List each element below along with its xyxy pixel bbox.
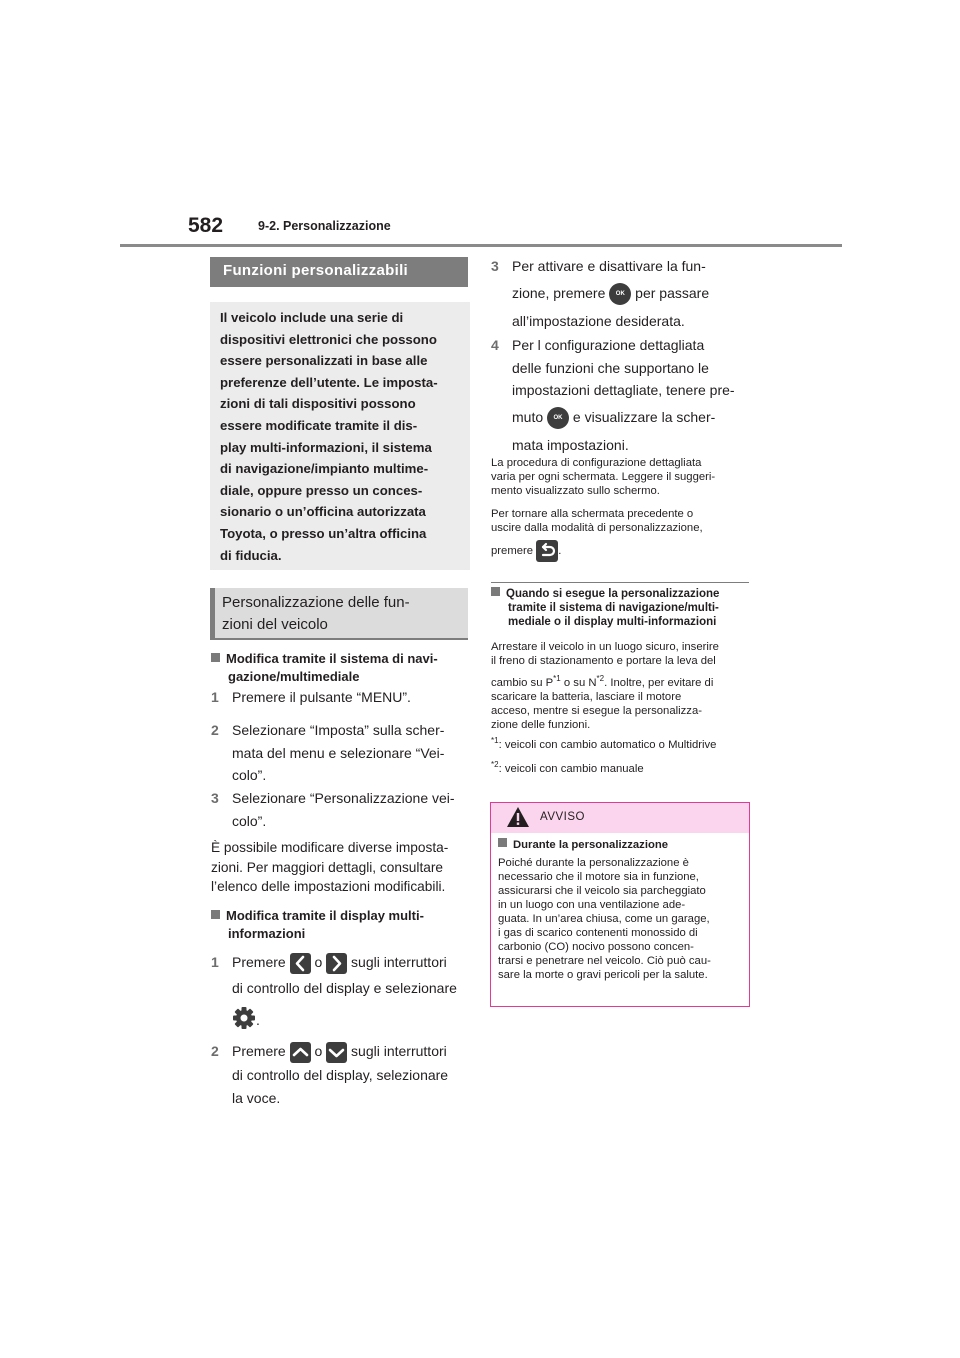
chevron-right-icon — [326, 953, 347, 974]
warning-box — [490, 802, 750, 1007]
step-text: . — [256, 1011, 260, 1028]
step-text: e visualizzare la scher- — [572, 408, 716, 425]
ok-button-icon: OK — [609, 283, 631, 305]
square-bullet-icon — [211, 910, 220, 919]
warning-title: AVVISO — [540, 811, 585, 823]
note-line: premere — [491, 544, 534, 557]
heading-line: zioni del veicolo — [222, 616, 328, 633]
intro-line: dispositivi elettronici che possono — [220, 331, 437, 347]
warning-line: sare la morte o gravi pericoli per la salute. — [498, 969, 708, 981]
step-text: sugli interruttori — [351, 1043, 447, 1059]
step-3-right — [491, 255, 756, 332]
paragraph-line: o su N — [560, 676, 597, 689]
note-line: Per tornare alla schermata precedente o — [491, 508, 694, 520]
footnote-mark: *2 — [491, 759, 499, 769]
step-text: zione, premere — [512, 284, 606, 301]
intro-line: Toyota, o presso un’altra officina — [220, 525, 427, 541]
step-number: 3 — [211, 790, 219, 806]
intro-line: di fiducia. — [220, 547, 282, 563]
paragraph-line: scaricare la batteria, lasciare il motore — [491, 690, 682, 703]
note-line: mento visualizzato sullo schermo. — [491, 485, 660, 497]
subheading-display — [211, 907, 471, 943]
footnote-mark: *1 — [491, 735, 499, 745]
subheading-text: tramite il sistema di navigazione/multi- — [508, 602, 719, 614]
step-text: mata impostazioni. — [512, 436, 629, 453]
subheading-text: Quando si esegue la personalizzazione — [506, 588, 720, 600]
display-step-2 — [211, 1040, 481, 1109]
step-text: Premere il pulsante “MENU”. — [232, 689, 411, 705]
warning-line: Poiché durante la personalizzazione è — [498, 857, 689, 869]
footnote-ref: *1 — [553, 674, 561, 683]
note-line: La procedura di configurazione dettagliata — [491, 457, 702, 469]
square-bullet-icon — [211, 653, 220, 662]
intro-line: play multi-informazioni, il sistema — [220, 439, 432, 455]
step-text: colo”. — [232, 767, 267, 783]
step-4-right — [491, 334, 756, 456]
warning-triangle-icon — [506, 806, 530, 833]
paragraph-line: zioni. Per maggiori dettagli, consultare — [211, 859, 444, 875]
warning-subheading: Durante la personalizzazione — [513, 839, 669, 851]
step-text: Per attivare e disattivare la fun- — [512, 258, 706, 274]
warning-line: guata. In un’area chiusa, come un garage, — [498, 913, 710, 925]
subheading-text: gazione/multimediale — [228, 669, 360, 684]
subheading-text: Modifica tramite il display multi- — [226, 908, 424, 923]
step-text: delle funzioni che supportano le — [512, 359, 709, 376]
heading-line: Personalizzazione delle fun- — [222, 594, 410, 611]
display-step-1 — [211, 951, 481, 1036]
subheading-quando — [491, 587, 756, 629]
intro-line: essere personalizzati in base alle — [220, 353, 428, 369]
warning-line: carbonio (CO) nocivo possono concen- — [498, 941, 694, 953]
step-text: per passare — [635, 284, 710, 301]
warning-header — [491, 803, 749, 833]
square-bullet-icon — [498, 838, 507, 847]
step-text: di controllo del display, selezionare — [232, 1067, 449, 1083]
chevron-up-icon — [290, 1042, 311, 1063]
header-rule — [120, 244, 842, 247]
step-text: all’impostazione desiderata. — [512, 312, 685, 329]
step-text: di controllo del display e selezionare — [232, 980, 457, 996]
subheading-navigazione — [211, 650, 471, 686]
intro-line: Il veicolo include una serie di — [220, 310, 404, 325]
page-number: 582 — [188, 214, 224, 237]
step-number: 2 — [211, 722, 219, 738]
step-number: 1 — [211, 689, 219, 705]
intro-box — [210, 302, 470, 570]
paragraph-line: zione delle funzioni. — [491, 718, 591, 731]
paragraph-line: il freno di stazionamento e portare la leva del — [491, 655, 716, 667]
step-text: Premere — [232, 1043, 286, 1059]
step-text: Selezionare “Personalizzazione vei- — [232, 790, 455, 806]
divider — [491, 582, 749, 583]
warning-line: in un luogo con una ventilazione ade- — [498, 899, 686, 911]
step-3 — [211, 787, 476, 832]
note-line: varia per ogni schermata. Leggere il suggeri- — [491, 471, 716, 483]
step-number: 3 — [491, 258, 499, 274]
square-bullet-icon — [491, 587, 500, 596]
warning-line: assicurarsi che il veicolo sia parcheggiato — [498, 885, 706, 897]
subheading-text: mediale o il display multi-informazioni — [508, 616, 717, 628]
heading-funzioni-personalizzabili: Funzioni personalizzabili — [210, 257, 468, 287]
note-line: uscire dalla modalità di personalizzazione, — [491, 522, 703, 534]
subheading-text: Modifica tramite il sistema di navi- — [226, 651, 438, 666]
ok-button-icon: OK — [547, 407, 569, 429]
chevron-down-icon — [326, 1042, 347, 1063]
intro-line: sionario o un’officina autorizzata — [220, 504, 426, 520]
warning-line: necessario che il motore sia in funzione, — [498, 871, 699, 883]
warning-body — [491, 833, 749, 982]
paragraph-line: l’elenco delle impostazioni modificabili. — [211, 879, 446, 894]
intro-line: di navigazione/impianto multime- — [220, 461, 429, 477]
subheading-text: informazioni — [228, 926, 306, 941]
back-arrow-icon — [536, 540, 558, 562]
intro-line: preferenze dell’utente. Le imposta- — [220, 374, 438, 390]
paragraph-line: acceso, mentre si esegue la personalizza- — [491, 704, 702, 717]
paragraph-line: Arrestare il veicolo in un luogo sicuro, inserire — [491, 641, 719, 653]
step-text: mata del menu e selezionare “Vei- — [232, 744, 445, 761]
footnote-text: : veicoli con cambio manuale — [498, 762, 644, 775]
paragraph-line: cambio su P — [491, 676, 554, 689]
step-text: Premere — [232, 954, 286, 970]
intro-line: zioni di tali dispositivi possono — [220, 396, 416, 412]
step-text: o — [314, 1043, 323, 1059]
paragraph-line: È possibile modificare diverse imposta- — [211, 840, 449, 855]
intro-line: diale, oppure presso un conces- — [220, 482, 423, 498]
footnote-text: : veicoli con cambio automatico o Multidrive — [498, 738, 717, 751]
step-text: o — [314, 954, 323, 970]
note-procedure — [491, 456, 756, 498]
warning-line: i gas di scarico contenenti monossido di — [498, 927, 698, 939]
footnote-ref: *2 — [596, 674, 605, 683]
step-text: muto — [512, 408, 544, 425]
paragraph-arrestare — [491, 640, 756, 775]
note-line: . — [558, 544, 562, 557]
paragraph-line: . Inoltre, per evitare di — [604, 676, 714, 689]
chevron-left-icon — [290, 953, 311, 974]
step-2 — [211, 719, 476, 787]
note-return — [491, 507, 756, 564]
heading-personalizzazione-funzioni — [210, 588, 468, 640]
step-text: Selezionare “Imposta” sulla scher- — [232, 722, 445, 738]
section-title: 9-2. Personalizzazione — [258, 219, 391, 233]
gear-icon — [232, 1006, 256, 1037]
paragraph-modifiche — [211, 838, 481, 897]
step-text: Per l configurazione dettagliata — [512, 337, 705, 353]
step-number: 4 — [491, 337, 499, 353]
step-text: colo”. — [232, 812, 267, 829]
step-text: impostazioni dettagliate, tenere pre- — [512, 382, 735, 398]
warning-line: trarsi e penetrare nel veicolo. Ciò può cau- — [498, 955, 711, 967]
step-number: 2 — [211, 1043, 219, 1059]
step-number: 1 — [211, 954, 219, 970]
step-text: sugli interruttori — [351, 954, 447, 970]
step-text: la voce. — [232, 1089, 281, 1106]
step-1 — [211, 686, 476, 709]
intro-line: essere modificate tramite il dis- — [220, 417, 418, 433]
